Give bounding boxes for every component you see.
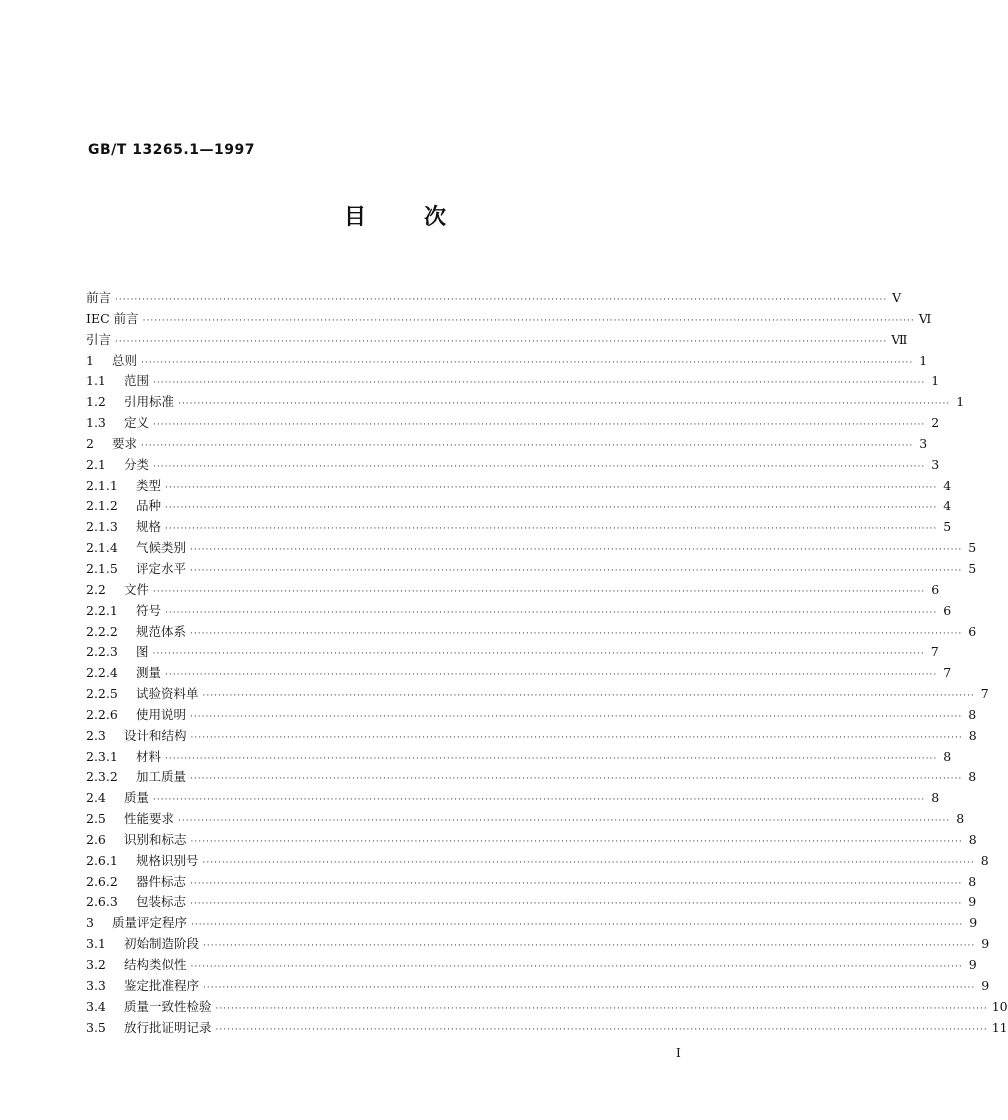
toc-entry-number: 2.3.1 (86, 748, 118, 764)
toc-entry[interactable] (86, 601, 952, 622)
toc-entry-number: 2.4 (86, 790, 106, 806)
toc-entry[interactable] (86, 413, 940, 434)
toc-entry[interactable] (86, 747, 952, 768)
toc-entry-number: 1.3 (86, 415, 106, 431)
toc-entry-number: 2.6 (86, 831, 106, 847)
toc-entry-page: 8 (968, 727, 977, 743)
toc-entry-page: V (892, 290, 902, 305)
toc-entry-label: 规格识别号 (136, 852, 199, 868)
toc-entry-page: 1 (919, 352, 928, 368)
toc-entry-page: 7 (943, 665, 952, 681)
toc-entry-label: 气候类别 (136, 540, 187, 556)
toc-entry-label: 文件 (124, 581, 150, 597)
toc-dot-leader: ········································································································································································································ (178, 816, 951, 827)
toc-entry[interactable] (86, 851, 989, 872)
toc-entry-label: 包装标志 (136, 894, 187, 910)
toc-entry[interactable] (86, 622, 977, 643)
toc-entry-number: 3.2 (86, 957, 106, 972)
toc-entry-label: 质量一致性检验 (124, 998, 212, 1014)
toc-dot-leader: ········································································································································································································ (191, 920, 964, 931)
standard-code: GB/T 13265.1—1997 (88, 142, 255, 158)
toc-dot-leader: ········································································································································································································ (203, 982, 976, 993)
toc-entry-label: 总则 (112, 352, 138, 368)
page-title (0, 200, 792, 231)
toc-entry-number: 2.6.1 (86, 852, 118, 868)
toc-entry-label: 测量 (136, 665, 162, 681)
toc-entry-label: 材料 (136, 748, 162, 764)
toc-dot-leader: ········································································································································································································ (215, 1024, 988, 1035)
toc-entry-number: 2.3.2 (86, 769, 118, 785)
toc-entry-page: 6 (968, 623, 977, 639)
toc-dot-leader: ········································································································································································································ (142, 315, 915, 326)
toc-entry[interactable] (86, 726, 977, 747)
toc-entry[interactable] (86, 955, 977, 976)
toc-dot-leader: ········································································································································································································ (115, 336, 888, 347)
toc-dot-leader: ········································································································································································································ (202, 691, 975, 702)
toc-entry[interactable] (86, 517, 952, 538)
toc-entry-page: 8 (956, 811, 965, 827)
toc-dot-leader: ········································································································································································································ (153, 420, 926, 431)
title-char-right: 次 (424, 205, 449, 230)
toc-entry-page: 5 (968, 540, 977, 556)
toc-entry[interactable] (86, 809, 965, 830)
toc-dot-leader: ········································································································································································································ (190, 899, 963, 910)
toc-entry[interactable] (86, 705, 977, 726)
toc-dot-leader: ········································································································································································································ (152, 649, 925, 660)
toc-entry-number: 3 (86, 915, 94, 931)
toc-entry-number: 3.5 (86, 1019, 106, 1035)
toc-entry-page: 3 (919, 435, 928, 451)
toc-entry-number: 1.1 (86, 373, 106, 389)
toc-entry-page: 8 (968, 769, 977, 785)
toc-entry-label: 鉴定批准程序 (124, 977, 200, 993)
toc-entry-page: 8 (968, 831, 977, 847)
toc-entry-number: 2.6.3 (86, 894, 118, 910)
toc-dot-leader: ········································································································································································································ (153, 461, 926, 472)
toc-entry-number: 2.2.2 (86, 623, 118, 639)
toc-entry[interactable] (86, 934, 990, 955)
toc-entry-number: 2.1.5 (86, 560, 118, 576)
toc-entry-page: 9 (969, 915, 978, 931)
toc-entry-label: 初始制造阶段 (124, 936, 200, 952)
toc-entry-label: 规格 (136, 519, 162, 535)
toc-entry-label: 前言 (86, 290, 112, 305)
toc-entry-label: 定义 (124, 415, 150, 431)
toc-entry-number: 2.2.3 (86, 644, 118, 660)
toc-dot-leader: ········································································································································································································ (178, 399, 951, 410)
toc-entry-page: 6 (943, 602, 952, 618)
toc-entry-label: 使用说明 (136, 706, 187, 722)
toc-entry[interactable] (86, 309, 932, 330)
toc-dot-leader: ········································································································································································································ (190, 732, 963, 743)
toc-entry[interactable] (86, 913, 978, 934)
toc-dot-leader: ········································································································································································································ (153, 795, 926, 806)
toc-entry-label: 要求 (112, 435, 138, 451)
toc-entry[interactable] (86, 496, 952, 517)
toc-entry-number: 2.5 (86, 811, 106, 827)
toc-entry-page: 4 (943, 498, 952, 514)
toc-entry[interactable] (86, 559, 977, 580)
toc-entry-label: 识别和标志 (124, 831, 187, 847)
toc-entry-page: 9 (981, 936, 990, 952)
toc-dot-leader: ········································································································································································································ (165, 607, 938, 618)
toc-entry-page: 1 (956, 394, 965, 410)
toc-entry-number: 1.2 (86, 394, 106, 410)
toc-entry-page: 7 (980, 686, 989, 702)
toc-entry[interactable] (86, 872, 977, 893)
toc-entry-number: 2.1.2 (86, 498, 118, 514)
toc-entry-page: Ⅶ (891, 331, 908, 347)
toc-entry[interactable] (86, 642, 939, 663)
toc-dot-leader: ········································································································································································································ (165, 524, 938, 535)
toc-entry-number: 2.2.6 (86, 706, 118, 722)
toc-dot-leader: ········································································································································································································ (190, 962, 963, 972)
toc-entry-label: 试验资料单 (136, 686, 199, 702)
toc-entry-label: 品种 (136, 498, 162, 514)
toc-entry-page: 7 (930, 644, 939, 660)
toc-entry-label: 图 (136, 644, 149, 660)
title-char-left: 目 (343, 205, 368, 230)
toc-entry-label: 质量 (124, 790, 150, 806)
toc-entry[interactable] (86, 892, 977, 913)
toc-entry-page: 11 (991, 1019, 1008, 1035)
toc-dot-leader: ········································································································································································································ (190, 565, 963, 576)
toc-dot-leader: ········································································································································································································ (165, 503, 938, 514)
toc-entry-page: Ⅵ (918, 310, 932, 326)
toc-entry[interactable] (86, 767, 977, 788)
toc-entry[interactable] (86, 663, 952, 684)
toc-dot-leader: ········································································································································································································ (190, 836, 963, 847)
toc-entry-number: 2.1.1 (86, 477, 118, 493)
toc-entry-label: 加工质量 (136, 769, 187, 785)
toc-entry-label: 规范体系 (136, 623, 187, 639)
toc-entry-label: 结构类似性 (124, 957, 187, 972)
toc-entry[interactable] (86, 455, 940, 476)
toc-entry-number: 3.4 (86, 998, 106, 1014)
toc-dot-leader: ········································································································································································································ (165, 482, 938, 493)
toc-dot-leader: ········································································································································································································ (190, 711, 963, 722)
toc-entry[interactable] (86, 288, 902, 309)
toc-dot-leader: ········································································································································································································ (165, 670, 938, 681)
toc-entry-page: 9 (968, 894, 977, 910)
toc-entry-number: 2.2.1 (86, 602, 118, 618)
toc-entry-number: 2.1 (86, 456, 106, 472)
toc-dot-leader: ········································································································································································································ (153, 586, 926, 597)
toc-entry-page: 3 (931, 456, 940, 472)
toc-entry[interactable] (86, 830, 977, 851)
toc-dot-leader: ········································································································································································································ (215, 1003, 988, 1014)
toc-entry-number: 2.2 (86, 581, 106, 597)
toc-entry-page: 4 (943, 477, 952, 493)
toc-entry[interactable] (86, 1018, 1008, 1039)
toc-entry-label: 放行批证明记录 (124, 1019, 212, 1035)
toc-dot-leader: ········································································································································································································ (190, 878, 963, 889)
toc-entry-label: 评定水平 (136, 560, 187, 576)
toc-dot-leader: ········································································································································································································ (190, 545, 963, 556)
toc-entry-page: 8 (968, 873, 977, 889)
toc-entry-label: 性能要求 (124, 811, 175, 827)
toc-entry-label: 符号 (136, 602, 162, 618)
toc-entry-number: 3.1 (86, 936, 106, 952)
toc-dot-leader: ········································································································································································································ (115, 295, 888, 305)
toc-entry-page: 5 (968, 560, 977, 576)
toc-entry-label: 质量评定程序 (112, 915, 188, 931)
toc-entry-label: IEC 前言 (86, 310, 139, 326)
toc-dot-leader: ········································································································································································································ (190, 774, 963, 785)
toc-dot-leader: ········································································································································································································ (203, 941, 976, 952)
toc-entry-page: 2 (931, 415, 940, 431)
toc-entry-number: 2 (86, 435, 94, 451)
toc-entry-label: 设计和结构 (124, 727, 187, 743)
toc-dot-leader: ········································································································································································································ (153, 378, 926, 389)
toc-entry-page: 8 (968, 706, 977, 722)
toc-dot-leader: ········································································································································································································ (141, 357, 914, 368)
toc-entry-label: 范围 (124, 373, 150, 389)
toc-entry[interactable] (86, 434, 928, 455)
toc-entry-label: 分类 (124, 456, 150, 472)
toc-dot-leader: ········································································································································································································ (141, 440, 914, 451)
toc-entry-page: 9 (968, 957, 977, 972)
toc-entry[interactable] (86, 392, 965, 413)
toc-entry-label: 器件标志 (136, 873, 187, 889)
toc-entry-label: 引言 (86, 331, 112, 347)
toc-entry[interactable] (86, 371, 940, 392)
toc-entry[interactable] (86, 997, 1008, 1018)
toc-entry-number: 2.6.2 (86, 873, 118, 889)
toc-entry-page: 10 (991, 998, 1008, 1014)
toc-entry[interactable] (86, 976, 990, 997)
toc-dot-leader: ········································································································································································································ (202, 857, 975, 868)
toc-entry-page: 5 (943, 519, 952, 535)
toc-entry-page: 8 (980, 852, 989, 868)
table-of-contents (86, 288, 1008, 1038)
toc-entry[interactable] (86, 788, 940, 809)
toc-entry[interactable] (86, 330, 908, 351)
toc-entry-page: 1 (931, 373, 940, 389)
page-folio: I (676, 1046, 681, 1060)
toc-entry-number: 2.2.5 (86, 686, 118, 702)
toc-entry-number: 2.1.4 (86, 540, 118, 556)
toc-entry[interactable] (86, 580, 940, 601)
toc-entry-page: 9 (981, 977, 990, 993)
toc-entry-number: 3.3 (86, 977, 106, 993)
toc-entry-number: 2.2.4 (86, 665, 118, 681)
toc-entry-number: 1 (86, 352, 94, 368)
toc-entry[interactable] (86, 684, 989, 705)
toc-entry-page: 8 (931, 790, 940, 806)
toc-dot-leader: ········································································································································································································ (165, 753, 938, 764)
toc-entry[interactable] (86, 351, 928, 372)
toc-entry-page: 8 (943, 748, 952, 764)
toc-entry-label: 类型 (136, 477, 162, 493)
toc-entry[interactable] (86, 476, 952, 497)
toc-entry[interactable] (86, 538, 977, 559)
toc-dot-leader: ········································································································································································································ (190, 628, 963, 639)
toc-entry-number: 2.3 (86, 727, 106, 743)
toc-entry-page: 6 (931, 581, 940, 597)
toc-entry-number: 2.1.3 (86, 519, 118, 535)
toc-entry-label: 引用标准 (124, 394, 175, 410)
